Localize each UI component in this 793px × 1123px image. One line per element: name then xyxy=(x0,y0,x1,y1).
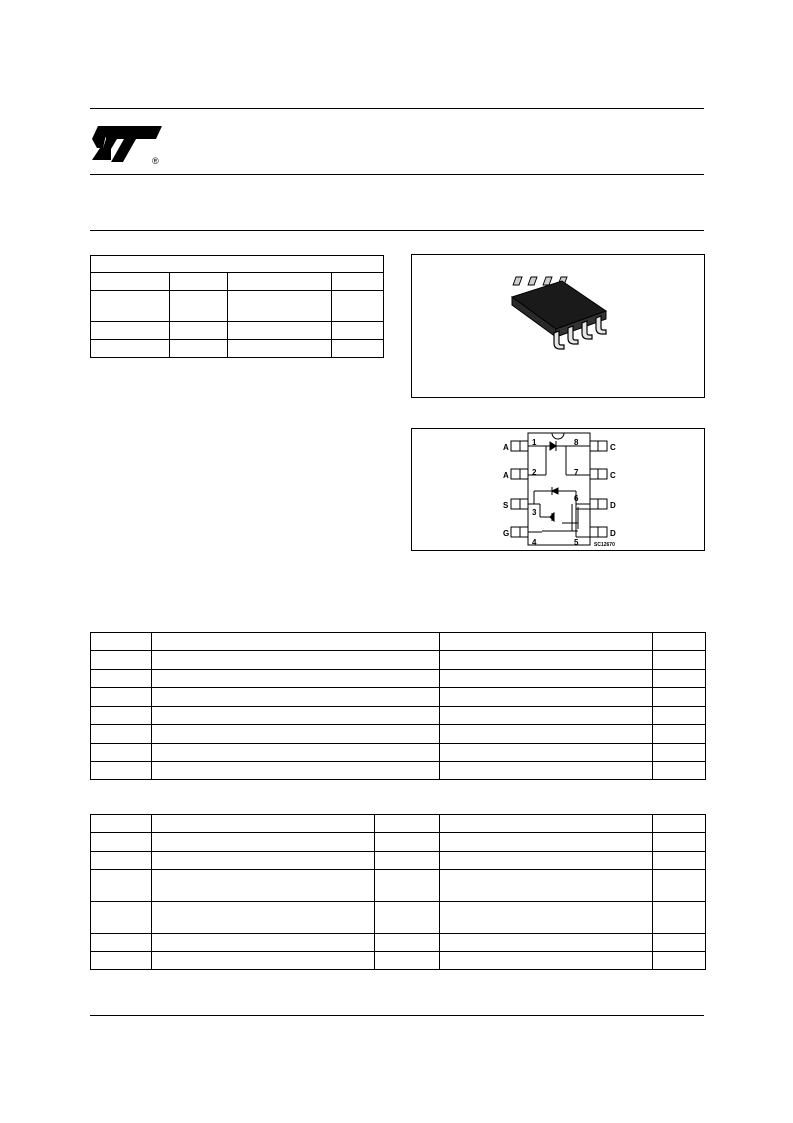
pin-5-number: 5 xyxy=(574,538,579,547)
pinout-diagram-box xyxy=(411,428,705,551)
table-row xyxy=(91,870,706,902)
table-row xyxy=(91,322,384,340)
pin-8-label: C xyxy=(610,443,616,452)
table-row xyxy=(91,952,706,970)
top-rule xyxy=(90,108,704,109)
header-rule xyxy=(90,174,704,175)
table-row xyxy=(91,273,384,291)
table-row xyxy=(91,902,706,934)
table-row xyxy=(91,744,706,762)
table-row xyxy=(91,852,706,870)
thermal-table xyxy=(90,814,706,970)
table-row xyxy=(91,670,706,688)
table-row xyxy=(91,688,706,707)
pin-3-number: 3 xyxy=(532,508,537,517)
so8-package-icon xyxy=(412,255,704,397)
pin-1-label: A xyxy=(503,443,509,452)
table-row xyxy=(91,256,384,273)
registered-mark: ® xyxy=(152,156,159,166)
table-row xyxy=(91,833,706,852)
pin-4-label: G xyxy=(503,529,510,538)
pin-1-number: 1 xyxy=(532,438,537,447)
table-row xyxy=(91,725,706,744)
pin-7-number: 7 xyxy=(574,468,579,477)
pin-4-number: 4 xyxy=(532,538,537,547)
title-rule xyxy=(90,230,704,231)
ratings-table xyxy=(90,632,706,780)
pin-7-label: C xyxy=(610,471,616,480)
diagram-ref-code: SC12670 xyxy=(594,542,615,548)
table-row xyxy=(91,762,706,780)
pin-6-number: 6 xyxy=(574,494,579,503)
table-row xyxy=(91,707,706,725)
table-row xyxy=(91,934,706,952)
pin-3-label: S xyxy=(503,501,509,510)
pin-8-number: 8 xyxy=(574,438,579,447)
package-image-box xyxy=(411,254,705,398)
pinout-diagram xyxy=(412,429,704,550)
table-row xyxy=(91,815,706,833)
table-row xyxy=(91,340,384,358)
footer-rule xyxy=(90,1015,704,1016)
pin-5-label: D xyxy=(610,529,616,538)
pin-2-label: A xyxy=(503,471,509,480)
summary-table xyxy=(90,255,384,358)
table-row xyxy=(91,651,706,670)
pin-2-number: 2 xyxy=(532,468,537,477)
table-row xyxy=(91,291,384,322)
table-row xyxy=(91,633,706,651)
pin-6-label: D xyxy=(610,501,616,510)
st-logo xyxy=(90,122,164,168)
